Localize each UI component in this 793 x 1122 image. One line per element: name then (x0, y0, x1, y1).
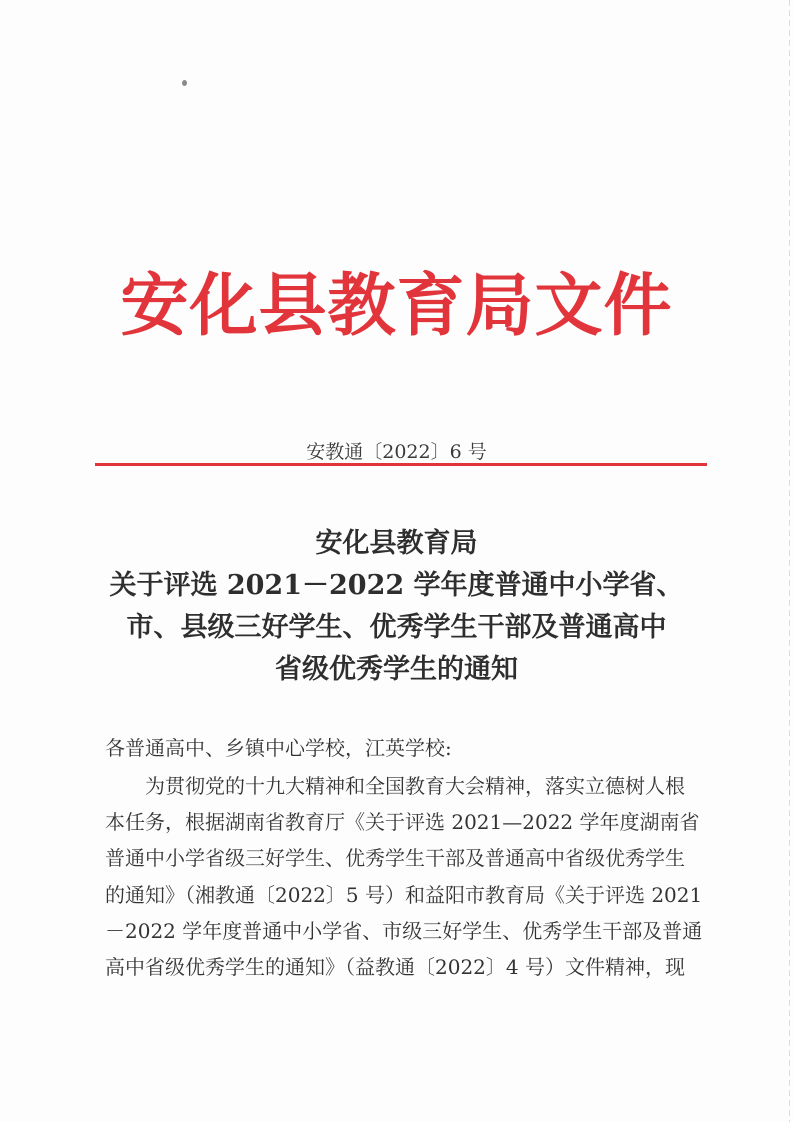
body-line-4: 的通知》（湘教通〔2022〕5 号）和益阳市教育局《关于评选 2021 (105, 882, 703, 907)
title-line-2: 关于评选 2021－2022 学年度普通中小学省、 (109, 570, 684, 601)
document-number: 安教通〔2022〕6 号 (306, 441, 487, 463)
body-line-2: 本任务，根据湖南省教育厅《关于评选 2021—2022 学年度湖南省 (105, 810, 700, 835)
title-line-1: 安化县教育局 (315, 528, 478, 559)
title-line-4: 省级优秀学生的通知 (275, 654, 518, 685)
body-line-1: 为贯彻党的十九大精神和全国教育大会精神，落实立德树人根 (145, 774, 685, 798)
addressee: 各普通高中、乡镇中心学校，江英学校: (105, 736, 452, 760)
body-line-5: －2022 学年度普通中小学省、市级三好学生、优秀学生干部及普通 (105, 918, 703, 943)
title-line-3: 市、县级三好学生、优秀学生干部及普通高中 (126, 612, 667, 643)
scan-dot-artifact (182, 80, 187, 86)
masthead-title: 安化县教育局文件 (120, 266, 673, 346)
body-line-3: 普通中小学省级三好学生、优秀学生干部及普通高中省级优秀学生 (105, 846, 685, 871)
red-divider-line (95, 463, 707, 466)
body-paragraph (105, 768, 703, 985)
body-line-6: 高中省级优秀学生的通知》（益教通〔2022〕4 号）文件精神，现 (105, 955, 685, 980)
notice-title (0, 523, 793, 691)
